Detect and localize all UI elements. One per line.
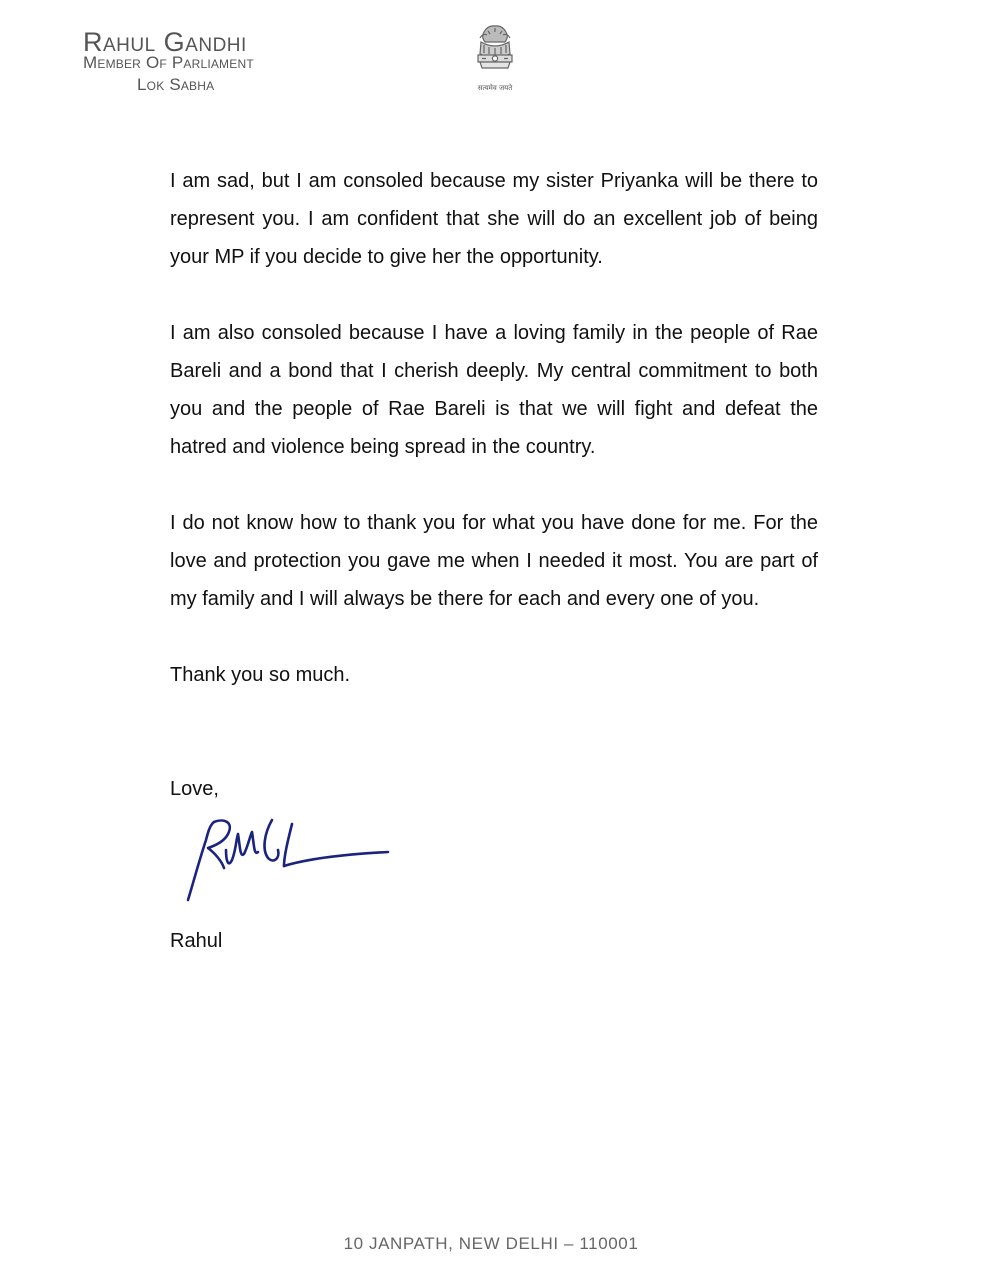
national-emblem-icon	[466, 22, 524, 96]
letterhead-name: Rahul Gandhi	[83, 27, 247, 57]
letter-body	[170, 162, 818, 694]
letterhead-role: Member Of Parliament	[83, 53, 254, 72]
salutation: Love,	[170, 778, 219, 800]
signature-icon	[180, 810, 395, 910]
letter-paragraph: I am also consoled because I have a loving family in the people of Rae Bareli and a bond that I cherish deeply. My central commitment to both you and the people of Rae Bareli is that we will fight and defeat the hatred and violence being spread in the country.	[170, 322, 818, 458]
emblem-motto: सत्यमेव जयते	[477, 84, 513, 92]
letter-paragraph: I am sad, but I am consoled because my sister Priyanka will be there to represent you. I am confident that she will do an excellent job of being your MP if you decide to give her the opportunity.	[170, 170, 818, 268]
footer-address: 10 JANPATH, NEW DELHI – 110001	[343, 1234, 639, 1253]
letterhead-house: Lok Sabha	[137, 75, 215, 94]
letter-paragraph: Thank you so much.	[170, 664, 351, 686]
letter-paragraph: I do not know how to thank you for what you have done for me. For the love and protection you gave me when I needed it most. You are part of my family and I will always be there for each and every one of you.	[170, 512, 818, 610]
signer-name: Rahul	[170, 930, 223, 952]
